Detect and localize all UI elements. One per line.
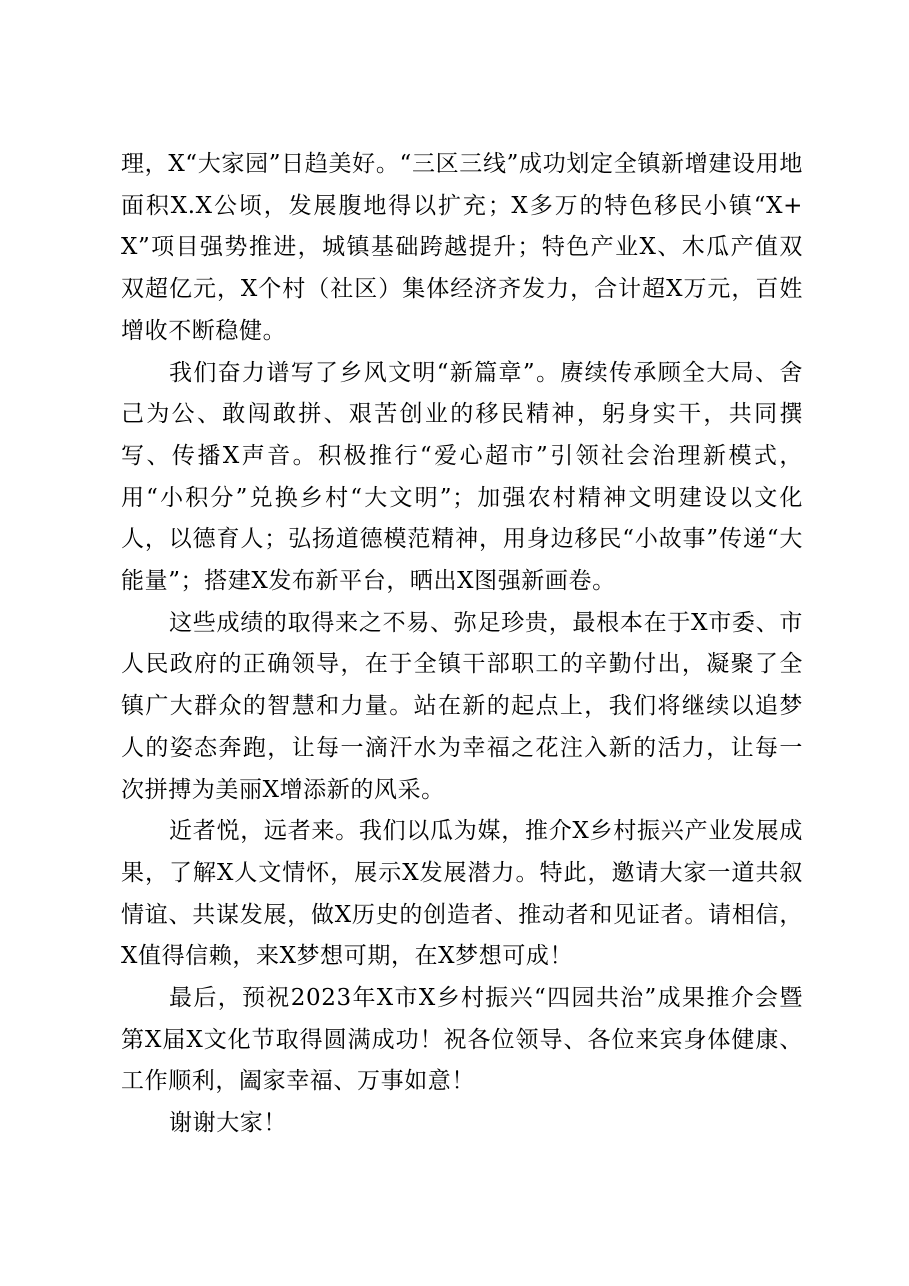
paragraph-achievements: 这些成绩的取得来之不易、弥足珍贵，最根本在于X市委、市人民政府的正确领导，在于全镇干部职工的辛勤付出，凝聚了全镇广大群众的智慧和力量。站在新的起点上，我们将继续以追梦人的姿态奔跑，让每一滴汗水为幸福之花注入新的活力，让每一次拼搏为美丽X增添新的风采。 [121,609,803,803]
paragraph-continued: 理，X“大家园”日趋美好。“三区三线”成功划定全镇新增建设用地面积X.X公顷，发展腹地得以扩充；X多万的特色移民小镇“X+X”项目强势推进，城镇基础跨越提升；特色产业X、木瓜产值双双超亿元，X个村（社区）集体经济齐发力，合计超X万元，百姓增收不断稳健。 [121,151,803,344]
paragraph-rural-civilization: 我们奋力谱写了乡风文明“新篇章”。赓续传承顾全大局、舍己为公、敢闯敢拼、艰苦创业的移民精神，躬身实干，共同撰写、传播X声音。积极推行“爱心超市”引领社会治理新模式，用“小积分”兑换乡村“大文明”；加强农村精神文明建设以文化人，以德育人；弘扬道德模范精神，用身边移民“小故事”传递“大能量”；搭建X发布新平台，晒出X图强新画卷。 [121,359,803,595]
paragraph-closing-wishes: 最后，预祝2023年X市X乡村振兴“四园共治”成果推介会暨第X届X文化节取得圆满成功！祝各位领导、各位来宾身体健康、工作顺利，阖家幸福、万事如意！ [121,985,803,1095]
document-body [121,144,803,1145]
paragraph-invitation: 近者悦，远者来。我们以瓜为媒，推介X乡村振兴产业发展成果，了解X人文情怀，展示X发展潜力。特此，邀请大家一道共叙情谊、共谋发展，做X历史的创造者、推动者和见证者。请相信，X值得信赖，来X梦想可期，在X梦想可成！ [121,818,803,970]
paragraph-thanks: 谢谢大家！ [169,1110,287,1137]
